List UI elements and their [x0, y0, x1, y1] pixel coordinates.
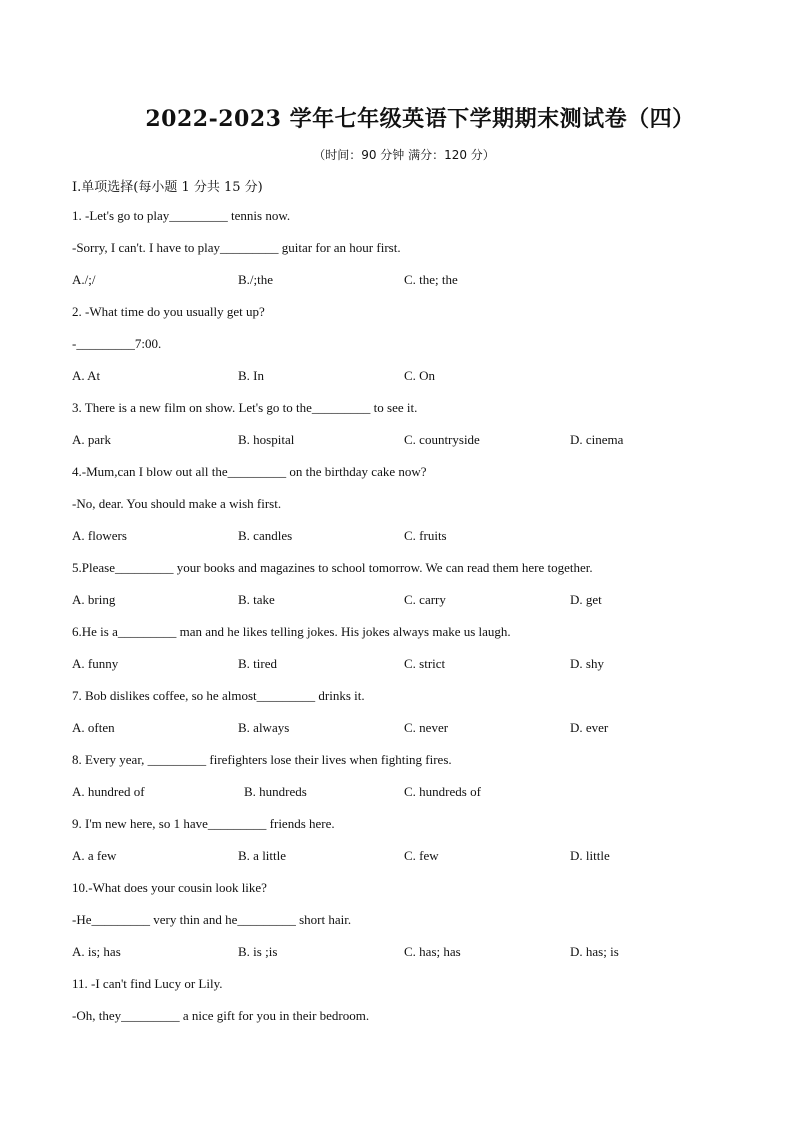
option-b: B. tired — [238, 656, 277, 671]
question-10-stem: 10.-What does your cousin look like? — [72, 880, 267, 895]
question-1-stem: 1. -Let's go to play_________ tennis now. — [72, 208, 291, 223]
question-5-options — [72, 584, 752, 616]
question-2-stem: 2. -What time do you usually get up? — [72, 304, 265, 319]
exam-info: （时间：90 分钟 满分：120 分） — [313, 148, 495, 162]
option-d: D. cinema — [570, 432, 624, 447]
section-heading: I.单项选择(每小题 1 分共 15 分) — [72, 180, 263, 195]
question-4-options — [72, 520, 752, 552]
question-1-reply: -Sorry, I can't. I have to play_________ guitar for an hour first. — [72, 240, 401, 255]
option-d: D. has; is — [570, 944, 619, 959]
option-b: B. is ;is — [238, 944, 278, 959]
option-b: B. In — [238, 368, 264, 383]
option-c: C. countryside — [404, 432, 480, 447]
question-8-stem: 8. Every year, _________ firefighters lose their lives when fighting fires. — [72, 752, 452, 767]
option-c: C. fruits — [404, 528, 447, 543]
option-b: B. a little — [238, 848, 287, 863]
option-b: B./;the — [238, 272, 274, 287]
question-6-stem: 6.He is a_________ man and he likes telling jokes. His jokes always make us laugh. — [72, 624, 511, 639]
option-a: A. At — [72, 368, 101, 383]
option-c: C. the; the — [404, 272, 458, 287]
question-2-reply: -_________7:00. — [72, 336, 162, 351]
question-9-stem: 9. I'm new here, so 1 have_________ friends here. — [72, 816, 335, 831]
option-b: B. always — [238, 720, 290, 735]
option-c: C. hundreds of — [404, 784, 481, 799]
option-b: B. hospital — [238, 432, 295, 447]
question-5-stem: 5.Please_________ your books and magazines to school tomorrow. We can read them here together. — [72, 560, 593, 575]
option-a: A. funny — [72, 656, 119, 671]
question-7-options — [72, 712, 752, 744]
option-c: C. never — [404, 720, 449, 735]
option-c: C. strict — [404, 656, 446, 671]
option-a: A. flowers — [72, 528, 127, 543]
question-11-stem: 11. -I can't find Lucy or Lily. — [72, 976, 223, 991]
option-d: D. get — [570, 592, 602, 607]
question-10-reply: -He_________ very thin and he_________ short hair. — [72, 912, 352, 927]
option-a: A. park — [72, 432, 111, 447]
question-6-options — [72, 648, 752, 680]
option-b: B. take — [238, 592, 275, 607]
option-a: A. a few — [72, 848, 117, 863]
question-3-stem: 3. There is a new film on show. Let's go to the_________ to see it. — [72, 400, 418, 415]
option-c: C. few — [404, 848, 439, 863]
option-a: A. bring — [72, 592, 116, 607]
option-d: D. shy — [570, 656, 604, 671]
question-4-reply: -No, dear. You should make a wish first. — [72, 496, 282, 511]
option-b: B. candles — [238, 528, 293, 543]
question-10-options — [72, 936, 752, 968]
option-d: D. little — [570, 848, 610, 863]
question-3-options — [72, 424, 752, 456]
option-a: A./;/ — [72, 272, 96, 287]
question-11-reply: -Oh, they_________ a nice gift for you in their bedroom. — [72, 1008, 370, 1023]
question-1-options — [72, 264, 752, 296]
option-a: A. hundred of — [72, 784, 145, 799]
question-list — [72, 200, 752, 1032]
question-9-options — [72, 840, 752, 872]
option-b: B. hundreds — [244, 784, 307, 799]
question-4-stem: 4.-Mum,can I blow out all the_________ on the birthday cake now? — [72, 464, 427, 479]
option-a: A. is; has — [72, 944, 121, 959]
option-c: C. has; has — [404, 944, 461, 959]
question-2-options — [72, 360, 752, 392]
question-7-stem: 7. Bob dislikes coffee, so he almost_________ drinks it. — [72, 688, 365, 703]
question-8-options — [72, 776, 752, 808]
option-d: D. ever — [570, 720, 609, 735]
option-a: A. often — [72, 720, 115, 735]
option-c: C. carry — [404, 592, 446, 607]
option-c: C. On — [404, 368, 436, 383]
page-title: 2022-2023 学年七年级英语下学期期末测试卷（四） — [145, 106, 695, 132]
